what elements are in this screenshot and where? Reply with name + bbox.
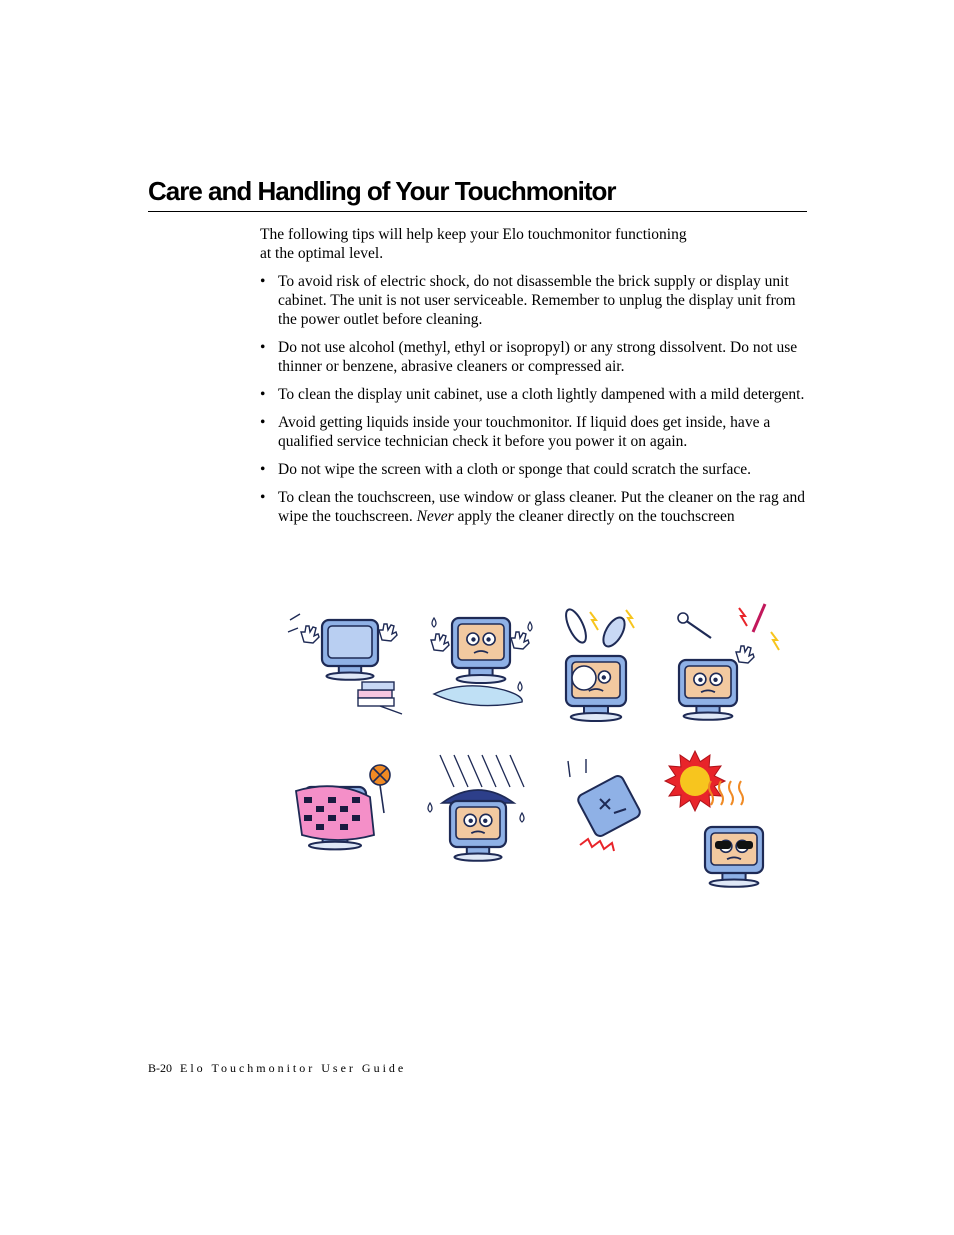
body-text xyxy=(260,225,808,535)
illustration-slot xyxy=(296,765,390,849)
bullet: • xyxy=(260,461,266,478)
illustration-slot xyxy=(288,614,402,714)
tip-item xyxy=(260,488,808,526)
page-footer xyxy=(148,1061,406,1076)
intro-line-1: The following tips will help keep your Elo touchmonitor functioning xyxy=(260,226,687,243)
bullet: • xyxy=(260,273,266,290)
illustration-slot xyxy=(562,607,634,721)
tip-text-before: To clean the touchscreen, use window or glass cleaner. Put the cleaner on the rag and wipe the touchscreen. xyxy=(278,489,806,525)
intro-line-2: at the optimal level. xyxy=(260,245,384,262)
tip-item xyxy=(260,385,808,404)
illustration-slot xyxy=(431,618,532,706)
page-title: Care and Handling of Your Touchmonitor xyxy=(148,176,616,206)
illustration-slot xyxy=(568,759,642,851)
tip-text-after: apply the cleaner directly on the touchscreen xyxy=(453,508,735,525)
illustration-slot xyxy=(428,755,524,861)
tip-item xyxy=(260,338,808,376)
bullet: • xyxy=(260,386,266,403)
intro-paragraph xyxy=(260,225,740,263)
tip-text: Do not wipe the screen with a cloth or sponge that could scratch the surface. xyxy=(278,461,752,478)
illustration-slot xyxy=(665,751,763,887)
tip-text: Do not use alcohol (methyl, ethyl or isopropyl) or any strong dissolvent. Do not use thinner or benzene, abrasive cleaners or compressed air. xyxy=(278,339,798,375)
page-number: B-20 xyxy=(148,1061,172,1075)
tip-item xyxy=(260,460,808,479)
tip-emphasis: Never xyxy=(416,508,454,525)
tip-text: Avoid getting liquids inside your touchmonitor. If liquid does get inside, have a qualified service technician check it before you power it on again. xyxy=(278,414,771,450)
tip-text: To avoid risk of electric shock, do not disassemble the brick supply or display unit cabinet. The unit is not user serviceable. Remember to unplug the display unit from the power outlet before cleaning. xyxy=(278,273,796,328)
bullet: • xyxy=(260,414,266,431)
tip-item xyxy=(260,413,808,451)
tip-item xyxy=(260,272,808,329)
bullet: • xyxy=(260,489,266,506)
bullet: • xyxy=(260,339,266,356)
illustration-slot xyxy=(678,604,779,720)
illustrations xyxy=(280,598,800,908)
guide-title: Elo Touchmonitor User Guide xyxy=(180,1061,407,1075)
tip-text: To clean the display unit cabinet, use a cloth lightly dampened with a mild detergent. xyxy=(278,386,805,403)
tips-list xyxy=(260,272,808,526)
title-rule xyxy=(148,211,807,212)
